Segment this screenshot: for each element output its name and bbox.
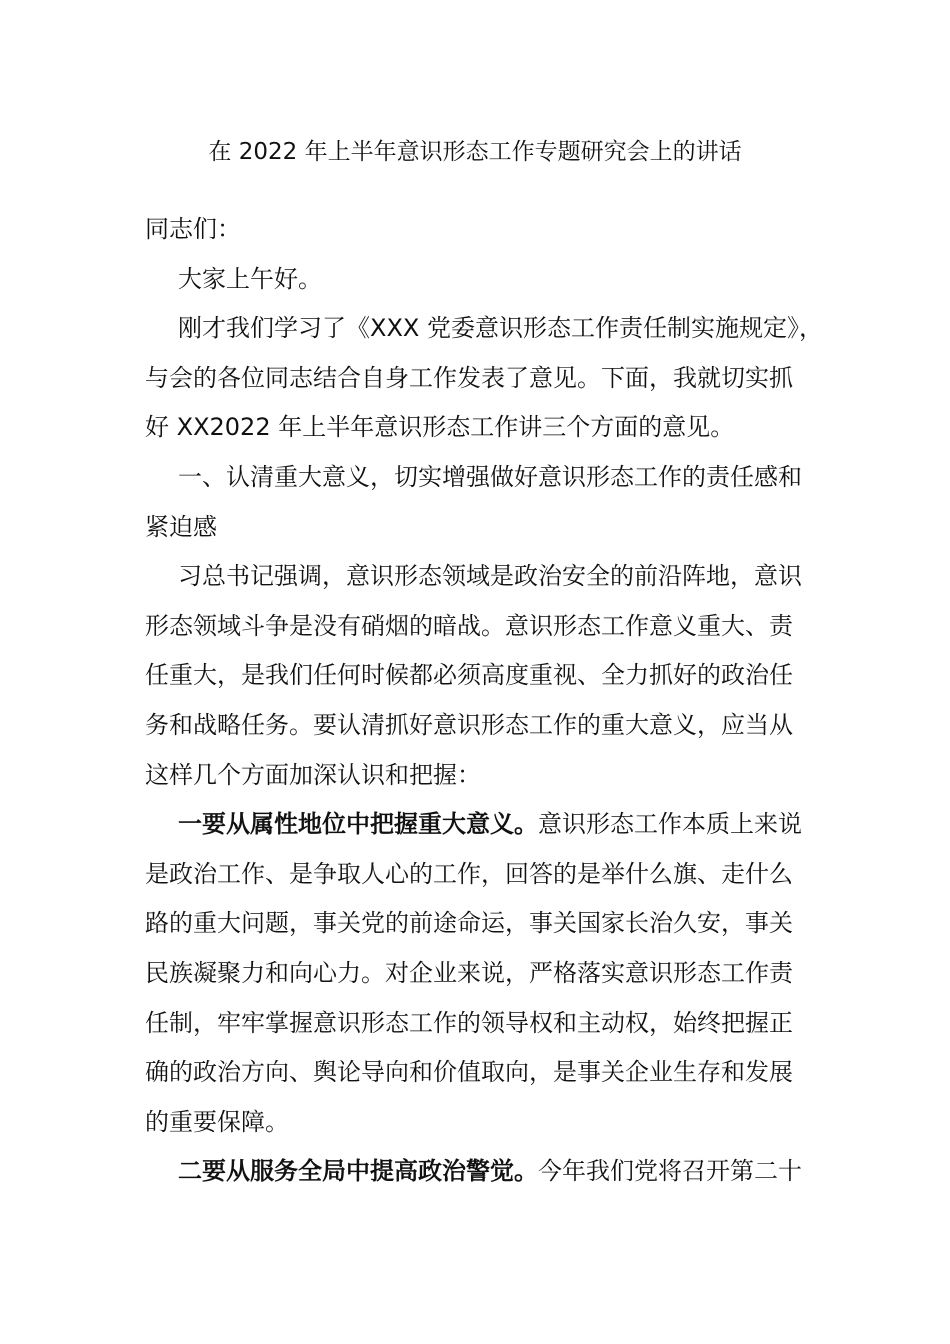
paragraph-line: 形态领域斗争是没有硝烟的暗战。意识形态工作意义重大、责 [145,611,793,640]
paragraph-line: 是政治工作、是争取人心的工作，回答的是举什么旗、走什么 [145,859,793,888]
intro-line: 刚才我们学习了《XXX 党委意识形态工作责任制实施规定》， [178,314,823,343]
paragraph-line: 民族凝聚力和向心力。对企业来说，严格落实意识形态工作责 [145,958,793,987]
document-title: 在 2022 年上半年意识形态工作专题研究会上的讲话 [208,139,742,165]
paragraph-line: 的重要保障。 [145,1107,289,1136]
intro-line: 好 XX2022 年上半年意识形态工作讲三个方面的意见。 [145,413,735,442]
point-two-bold-lead: 二要从服务全局中提高政治警觉。 [178,1157,538,1186]
point-one-bold-lead: 一要从属性地位中把握重大意义。 [178,810,538,839]
paragraph-line: 任制，牢牢掌握意识形态工作的领导权和主动权，始终把握正 [145,1008,793,1037]
salutation: 同志们： [145,215,241,243]
paragraph-line: 任重大，是我们任何时候都必须高度重视、全力抓好的政治任 [145,661,793,690]
section-heading: 紧迫感 [145,512,217,541]
intro-line: 与会的各位同志结合自身工作发表了意见。下面，我就切实抓 [145,363,793,392]
paragraph-line: 习总书记强调，意识形态领域是政治安全的前沿阵地，意识 [178,562,802,591]
paragraph-line: 确的政治方向、舆论导向和价值取向，是事关企业生存和发展 [145,1058,793,1087]
point-one-text: 意识形态工作本质上来说 [538,810,802,839]
point-one-first-line [145,800,805,850]
paragraph-line: 务和战略任务。要认清抓好意识形态工作的重大意义，应当从 [145,710,793,739]
paragraph-line: 路的重大问题，事关党的前途命运，事关国家长治久安，事关 [145,909,793,938]
point-two-first-line [145,1147,805,1197]
greeting: 大家上午好。 [178,264,322,293]
document-body [145,205,823,1197]
paragraph-line: 这样几个方面加深认识和把握： [145,760,481,789]
point-two-text: 今年我们党将召开第二十 [538,1157,802,1186]
section-heading: 一、认清重大意义，切实增强做好意识形态工作的责任感和 [178,462,802,491]
